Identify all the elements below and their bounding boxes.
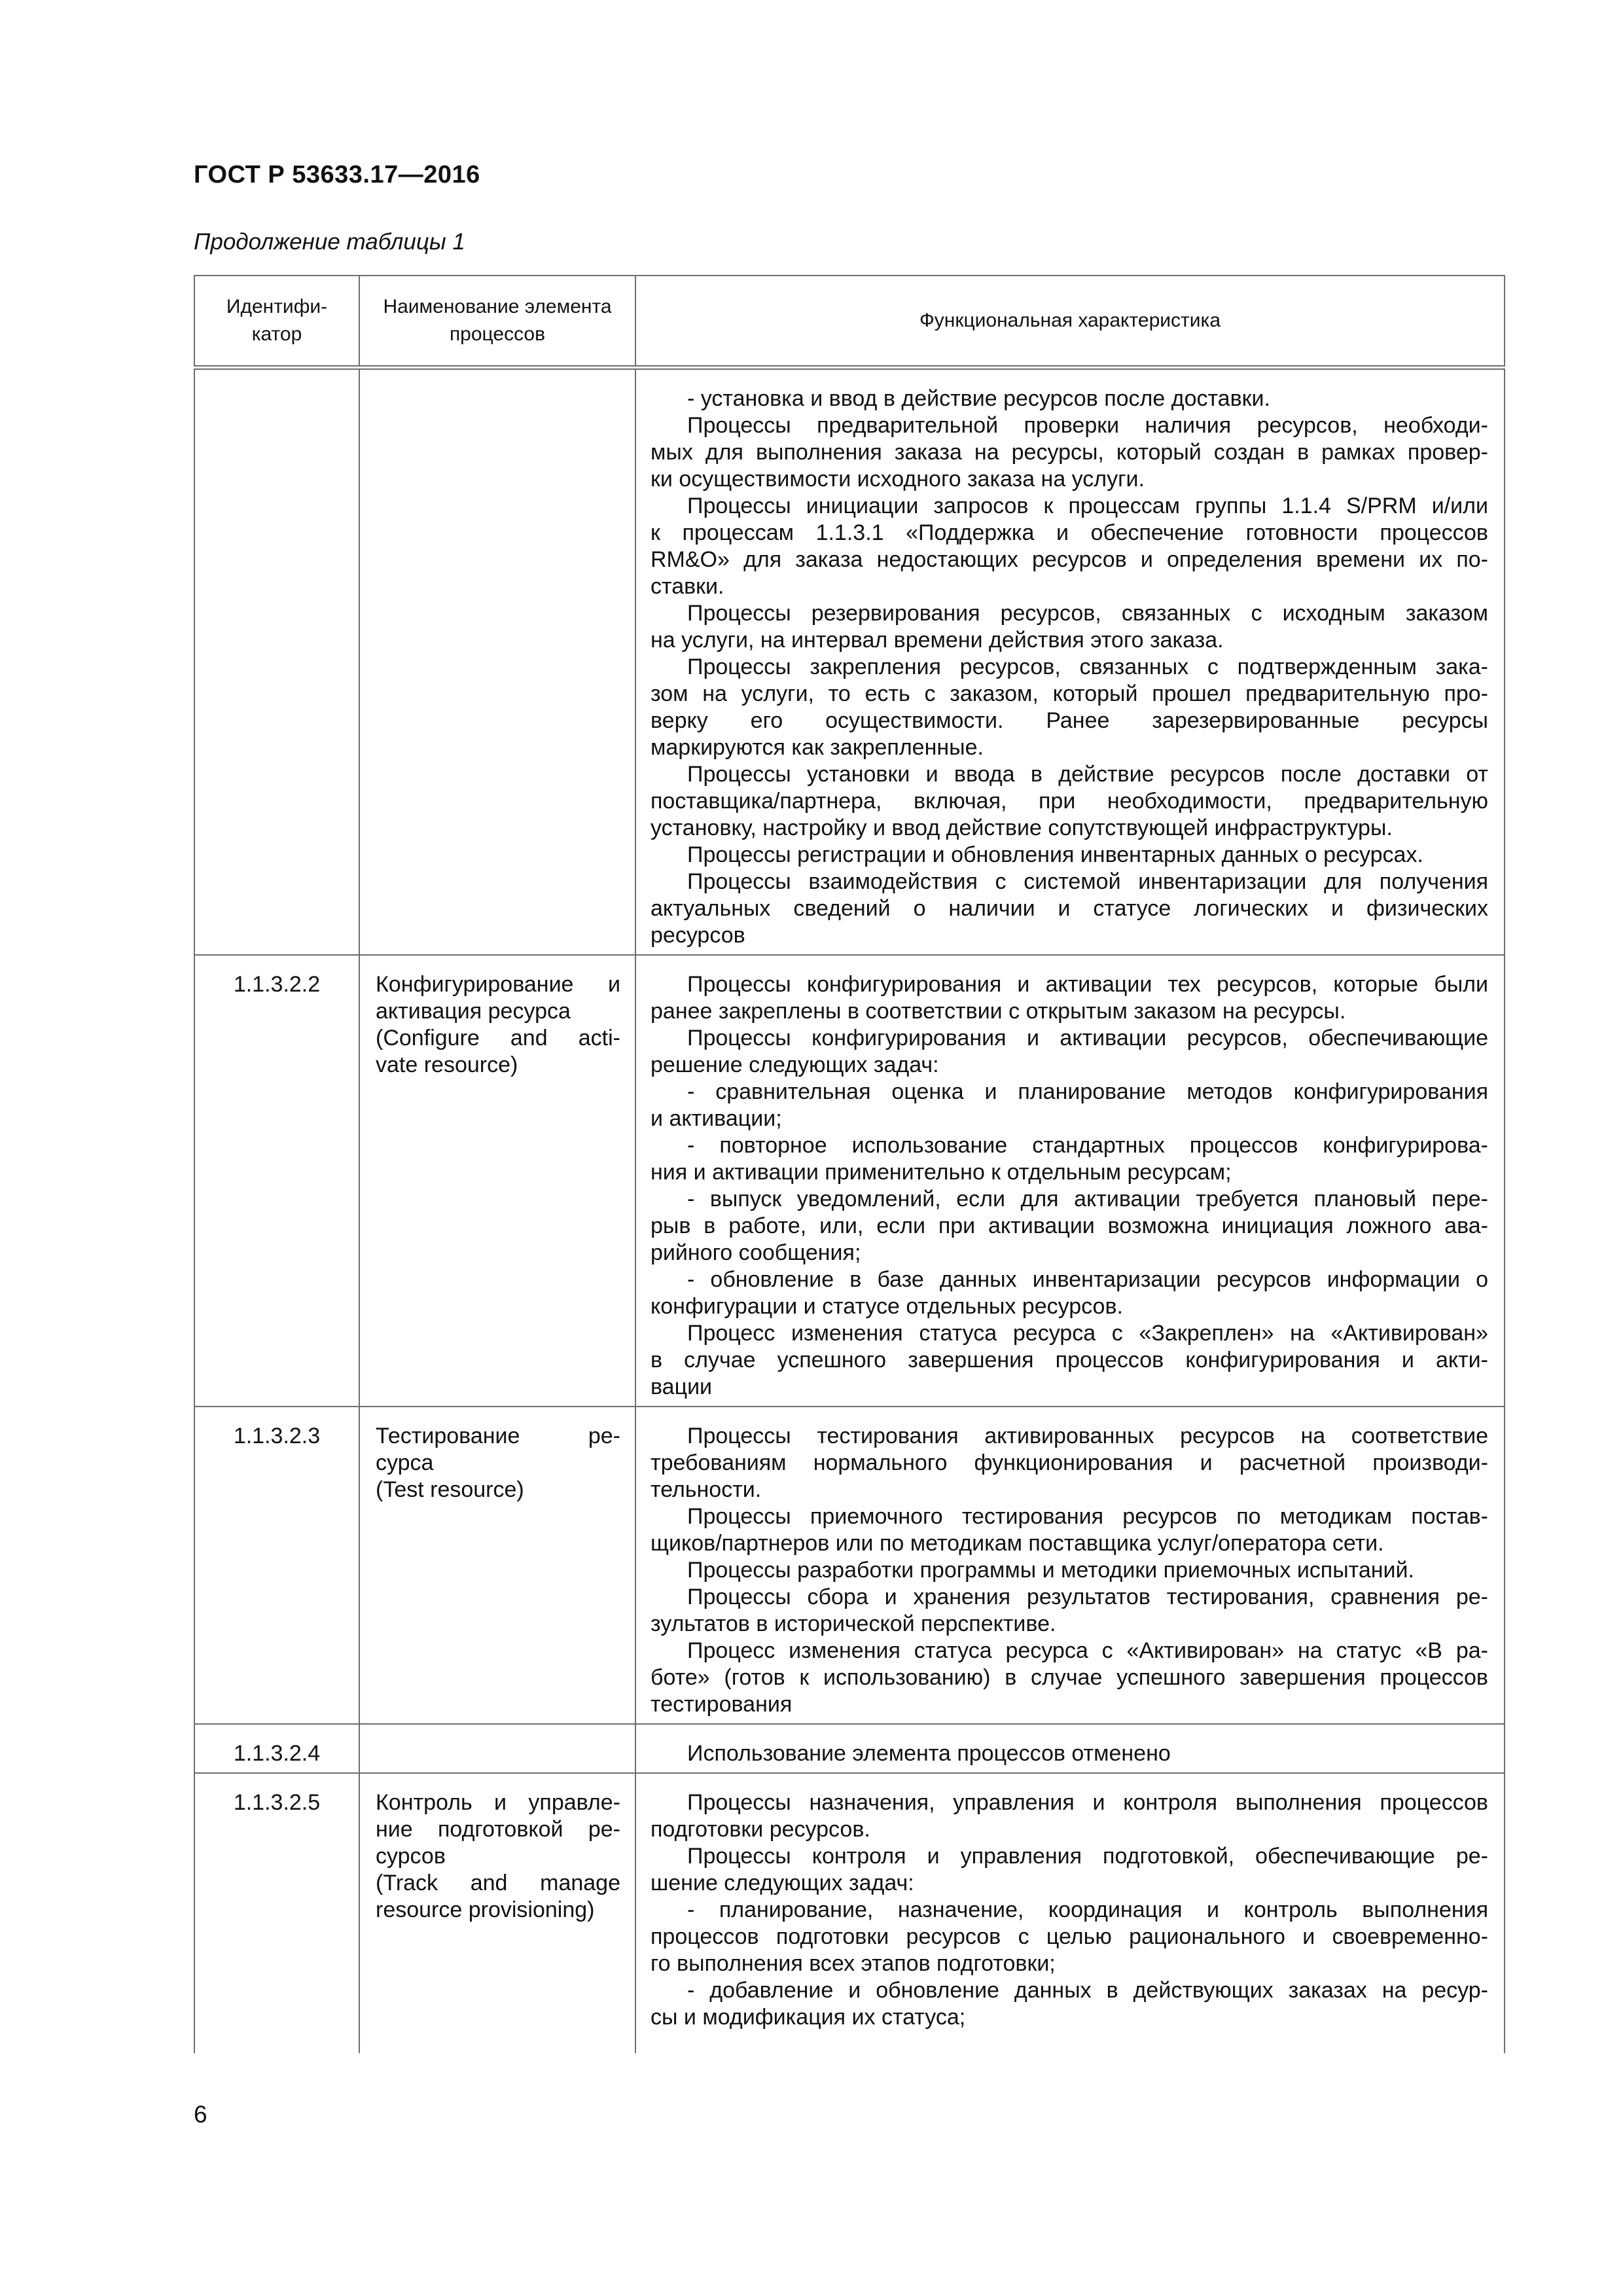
description-line: мых для выполнения заказа на ресурсы, который создан в рамках провер- [651,440,1488,465]
row-identifier: 1.1.3.2.4 [194,1724,359,1773]
row-identifier: 1.1.3.2.5 [194,1773,359,2053]
description-line: ки осуществимости исходного заказа на услуги. [651,467,1145,492]
description-line: рийного сообщения; [651,1240,861,1265]
row-functional-description [635,1773,1505,2053]
description-line: к процессам 1.1.3.1 «Поддержка и обеспечение готовности процессов [651,520,1488,545]
description-line: ранее закреплены в соответствии с открытым заказом на ресурсы. [651,999,1346,1024]
description-line: - выпуск уведомлений, если для активации требуется плановый пере- [687,1187,1488,1211]
description-line: - планирование, назначение, координация и контроль выполнения [687,1897,1488,1922]
description-line: Процессы контроля и управления подготовкой, обеспечивающие ре- [687,1844,1488,1869]
description-line: Процессы конфигурирования и активации ресурсов, обеспечивающие [687,1026,1488,1050]
column-header-id [194,276,359,368]
column-header-name [359,276,635,368]
description-line: актуальных сведений о наличии и статусе логических и физических [651,896,1488,921]
description-line: маркируются как закрепленные. [651,735,984,760]
description-line: го выполнения всех этапов подготовки; [651,1951,1056,1976]
description-line: процессов подготовки ресурсов с целью рационального и своевременно- [651,1924,1488,1949]
column-header-description-line1: Функциональная характеристика [919,310,1221,331]
description-line: Процессы резервирования ресурсов, связанных с исходным заказом [687,601,1488,626]
row-element-name [359,1724,635,1773]
description-line: тестирования [651,1692,793,1717]
description-line: в случае успешного завершения процессов конфигурирования и акти- [651,1348,1488,1372]
description-line: Процессы назначения, управления и контроля выполнения процессов [687,1790,1488,1815]
description-line: решение следующих задач: [651,1052,939,1077]
table-row [194,1407,1505,1724]
table-body [194,368,1505,2054]
process-table [194,275,1505,2053]
description-line: Процессы предварительной проверки наличия ресурсов, необходи- [687,413,1488,438]
element-name-line: (Track and manage [376,1871,620,1895]
table-row [194,1773,1505,2053]
column-header-id-line1: Идентифи- [226,296,328,317]
description-line: шение следующих задач: [651,1871,914,1895]
description-line: ставки. [651,574,724,599]
description-line: Процессы разработки программы и методики приемочных испытаний. [687,1558,1414,1583]
element-name-line: Контроль и управле- [376,1790,620,1815]
row-element-name [359,1773,635,2053]
description-line: ния и активации применительно к отдельным ресурсам; [651,1160,1232,1185]
row-identifier [194,368,359,956]
element-name-line: (Configure and acti- [376,1026,620,1050]
element-name-line: (Test resource) [376,1477,524,1502]
description-line: установку, настройку и ввод действие сопутствующей инфраструктуры. [651,816,1393,840]
description-line: Использование элемента процессов отменено [687,1741,1171,1766]
description-line: - обновление в базе данных инвентаризации ресурсов информации о [687,1267,1488,1292]
row-identifier: 1.1.3.2.3 [194,1407,359,1724]
description-line: боте» (готов к использованию) в случае успешного завершения процессов [651,1665,1488,1690]
description-line: - установка и ввод в действие ресурсов после доставки. [687,386,1270,411]
element-name-line: ние подготовкой ре- [376,1817,620,1842]
description-line: Процесс изменения статуса ресурса с «Активирован» на статус «В ра- [687,1638,1488,1663]
element-name-line: Конфигурирование и [376,972,620,997]
description-line: Процессы закрепления ресурсов, связанных с подтвержденным зака- [687,655,1488,679]
description-line: Процессы конфигурирования и активации тех ресурсов, которые были [687,972,1488,997]
element-name-line: vate resource) [376,1052,518,1077]
description-line: щиков/партнеров или по методикам поставщика услуг/оператора сети. [651,1531,1384,1556]
description-line: Процессы сбора и хранения результатов тестирования, сравнения ре- [687,1585,1488,1609]
row-element-name [359,955,635,1407]
description-line: и активации; [651,1106,782,1131]
row-identifier: 1.1.3.2.2 [194,955,359,1407]
description-line: Процессы инициации запросов к процессам группы 1.1.4 S/PRM и/или [687,493,1488,518]
column-header-id-line2: катор [251,323,302,345]
description-line: вации [651,1374,713,1399]
description-line: требованиям нормального функционирования и расчетной производи- [651,1450,1488,1475]
description-line: конфигурации и статусе отдельных ресурсов. [651,1294,1123,1319]
row-functional-description [635,368,1505,956]
table-caption: Продолжение таблицы 1 [194,229,465,255]
element-name-line: Тестирование ре- [376,1424,620,1448]
description-line: на услуги, на интервал времени действия этого заказа. [651,628,1224,653]
description-line: ресурсов [651,923,745,948]
description-line: - добавление и обновление данных в действующих заказах на ресур- [687,1978,1488,2003]
description-line: Процессы приемочного тестирования ресурсов по методикам постав- [687,1504,1488,1529]
table-header-row [194,276,1505,368]
description-line: тельности. [651,1477,762,1502]
description-line: Процессы установки и ввода в действие ресурсов после доставки от [687,762,1488,787]
document-header: ГОСТ Р 53633.17—2016 [194,161,480,188]
description-line: - повторное использование стандартных процессов конфигурирова- [687,1133,1488,1158]
table-row [194,955,1505,1407]
column-header-name-line1: Наименование элемента [383,296,612,317]
description-line: зом на услуги, то есть с заказом, который прошел предварительную про- [651,681,1488,706]
description-line: верку его осуществимости. Ранее зарезервированные ресурсы [651,708,1488,733]
description-line: Процесс изменения статуса ресурса с «Закреплен» на «Активирован» [687,1321,1488,1346]
description-line: - сравнительная оценка и планирование методов конфигурирования [687,1079,1488,1104]
table-row [194,1724,1505,1773]
description-line: Процессы взаимодействия с системой инвентаризации для получения [687,869,1488,894]
row-functional-description [635,1407,1505,1724]
row-functional-description [635,955,1505,1407]
page-number: 6 [194,2101,207,2128]
description-line: RM&O» для заказа недостающих ресурсов и определения времени их по- [651,547,1488,572]
column-header-name-line2: процессов [449,323,546,345]
table-row [194,368,1505,956]
element-name-line: сурсов [376,1844,446,1869]
description-line: подготовки ресурсов. [651,1817,870,1842]
element-name-line: активация ресурса [376,999,571,1024]
description-line: сы и модификация их статуса; [651,2005,966,2030]
description-line: зультатов в исторической перспективе. [651,1611,1056,1636]
column-header-description [635,276,1505,368]
row-element-name [359,368,635,956]
description-line: поставщика/партнера, включая, при необходимости, предварительную [651,789,1488,814]
row-functional-description [635,1724,1505,1773]
description-line: Процессы тестирования активированных ресурсов на соответствие [687,1424,1488,1448]
description-line: Процессы регистрации и обновления инвентарных данных о ресурсах. [687,842,1423,867]
row-element-name [359,1407,635,1724]
description-line: рыв в работе, или, если при активации возможна инициация ложного ава- [651,1213,1488,1238]
element-name-line: сурса [376,1450,434,1475]
element-name-line: resource provisioning) [376,1897,595,1922]
